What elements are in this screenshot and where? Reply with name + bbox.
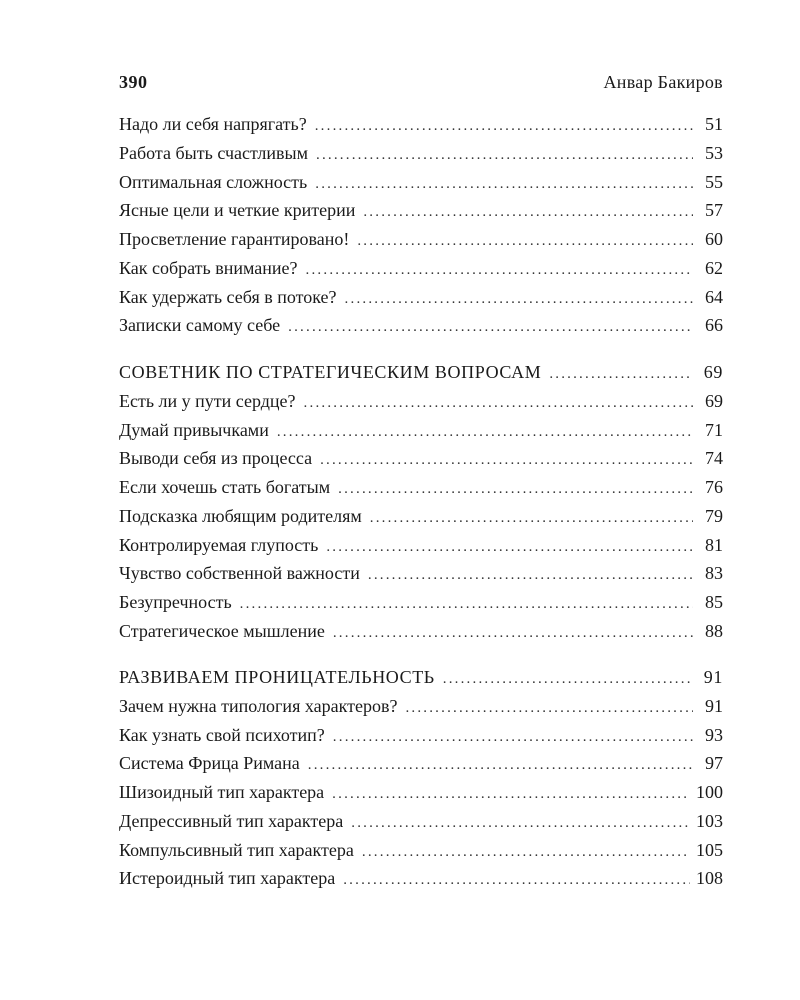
dot-leader — [315, 112, 693, 141]
toc-entry — [119, 721, 723, 750]
dot-leader — [304, 389, 693, 418]
toc-entry — [119, 864, 723, 893]
toc-section-3 — [119, 663, 723, 893]
dot-leader — [316, 141, 693, 170]
dot-leader — [333, 723, 693, 752]
entry-title: Подсказка любящим родителям — [119, 505, 362, 526]
toc-entry — [119, 139, 723, 168]
dot-leader — [549, 360, 693, 389]
toc-entry — [119, 196, 723, 225]
entry-page-number: 53 — [705, 142, 723, 163]
toc-entry — [119, 617, 723, 646]
entry-title: Думай привычками — [119, 419, 269, 440]
entry-title: Система Фрица Римана — [119, 753, 300, 774]
entry-title: Чувство собственной важности — [119, 563, 360, 584]
dot-leader — [343, 866, 690, 895]
entry-title: Как узнать свой психотип? — [119, 724, 325, 745]
entry-page-number: 66 — [705, 315, 723, 336]
entry-page-number: 93 — [705, 724, 723, 745]
toc-entry — [119, 110, 723, 139]
entry-page-number: 60 — [705, 229, 723, 249]
entry-title: Зачем нужна типология характеров? — [119, 695, 398, 716]
entry-page-number: 105 — [696, 839, 723, 860]
entry-title: Есть ли у пути сердце? — [119, 390, 296, 411]
entry-page-number: 71 — [705, 419, 723, 440]
toc-entry — [119, 559, 723, 588]
toc-entry — [119, 749, 723, 778]
entry-title: Записки самому себе — [119, 315, 281, 336]
entry-title: Просветление гарантировано! — [119, 229, 350, 249]
entry-title: Безупречность — [119, 592, 232, 612]
running-head — [119, 72, 723, 96]
dot-leader — [443, 665, 693, 694]
entry-page-number: 55 — [705, 171, 723, 192]
toc-entry — [119, 168, 723, 197]
entry-title: Как удержать себя в потоке? — [119, 286, 337, 307]
entry-page-number: 62 — [705, 257, 723, 278]
toc-entry — [119, 473, 723, 502]
dot-leader — [338, 475, 693, 504]
entry-page-number: 85 — [705, 592, 723, 612]
dot-leader — [345, 285, 693, 314]
entry-title: Истероидный тип характера — [119, 868, 336, 889]
entry-page-number: 69 — [705, 390, 723, 411]
entry-page-number: 103 — [696, 810, 723, 831]
toc-entry — [119, 283, 723, 312]
dot-leader — [357, 227, 693, 256]
toc-entry — [119, 502, 723, 531]
dot-leader — [306, 256, 693, 285]
dot-leader — [315, 170, 693, 199]
dot-leader — [332, 780, 690, 809]
entry-title: Депрессивный тип характера — [119, 810, 344, 831]
entry-page-number: 83 — [705, 563, 723, 584]
entry-page-number: 97 — [705, 753, 723, 774]
dot-leader — [351, 809, 690, 838]
entry-page-number: 69 — [703, 362, 723, 382]
entry-page-number: 108 — [696, 868, 723, 889]
toc-entry — [119, 692, 723, 721]
dot-leader — [308, 751, 693, 780]
toc-entry — [119, 254, 723, 283]
toc-entry — [119, 778, 723, 807]
page-number: 390 — [119, 72, 148, 92]
toc-entry — [119, 416, 723, 445]
entry-page-number: 57 — [705, 200, 723, 221]
toc-entry — [119, 444, 723, 473]
dot-leader — [405, 694, 693, 723]
entry-title: Выводи себя из процесса — [119, 448, 313, 469]
entry-title: Ясные цели и четкие критерии — [119, 200, 356, 221]
dot-leader — [368, 561, 693, 590]
author-name: Анвар Бакиров — [603, 72, 723, 92]
entry-page-number: 64 — [705, 286, 723, 307]
dot-leader — [320, 446, 693, 475]
entry-page-number: 88 — [705, 620, 723, 641]
toc-entry — [119, 531, 723, 560]
toc-entry — [119, 387, 723, 416]
entry-page-number: 74 — [705, 448, 723, 469]
dot-leader — [362, 838, 690, 867]
toc-entry — [119, 807, 723, 836]
toc-section-heading — [119, 358, 723, 387]
entry-page-number: 91 — [705, 695, 723, 716]
dot-leader — [277, 418, 693, 447]
dot-leader — [288, 313, 693, 342]
toc-entry — [119, 311, 723, 340]
section-heading-title: РАЗВИВАЕМ ПРОНИЦАТЕЛЬНОСТЬ — [119, 667, 435, 687]
entry-title: Работа быть счастливым — [119, 142, 308, 163]
entry-title: Если хочешь стать богатым — [119, 477, 331, 497]
entry-page-number: 100 — [696, 782, 723, 802]
dot-leader — [240, 590, 693, 619]
toc-entry — [119, 225, 723, 254]
dot-leader — [326, 533, 693, 562]
entry-title: Оптимальная сложность — [119, 171, 308, 192]
toc-entry — [119, 588, 723, 617]
section-heading-title: СОВЕТНИК ПО СТРАТЕГИЧЕСКИМ ВОПРОСАМ — [119, 362, 542, 382]
entry-page-number: 81 — [705, 534, 723, 555]
toc-section-2 — [119, 358, 723, 646]
entry-title: Компульсивный тип характера — [119, 839, 354, 860]
toc-section-heading — [119, 663, 723, 692]
entry-page-number: 79 — [705, 505, 723, 526]
dot-leader — [333, 619, 693, 648]
entry-title: Как собрать внимание? — [119, 257, 298, 278]
entry-page-number: 51 — [705, 114, 723, 134]
entry-title: Контролируемая глупость — [119, 534, 319, 555]
dot-leader — [363, 198, 693, 227]
entry-page-number: 76 — [705, 477, 723, 497]
entry-title: Стратегическое мышление — [119, 620, 325, 641]
entry-title: Надо ли себя напрягать? — [119, 114, 307, 134]
toc-section-1 — [119, 110, 723, 340]
entry-title: Шизоидный тип характера — [119, 782, 325, 802]
dot-leader — [370, 504, 693, 533]
entry-page-number: 91 — [703, 667, 723, 687]
toc-entry — [119, 836, 723, 865]
